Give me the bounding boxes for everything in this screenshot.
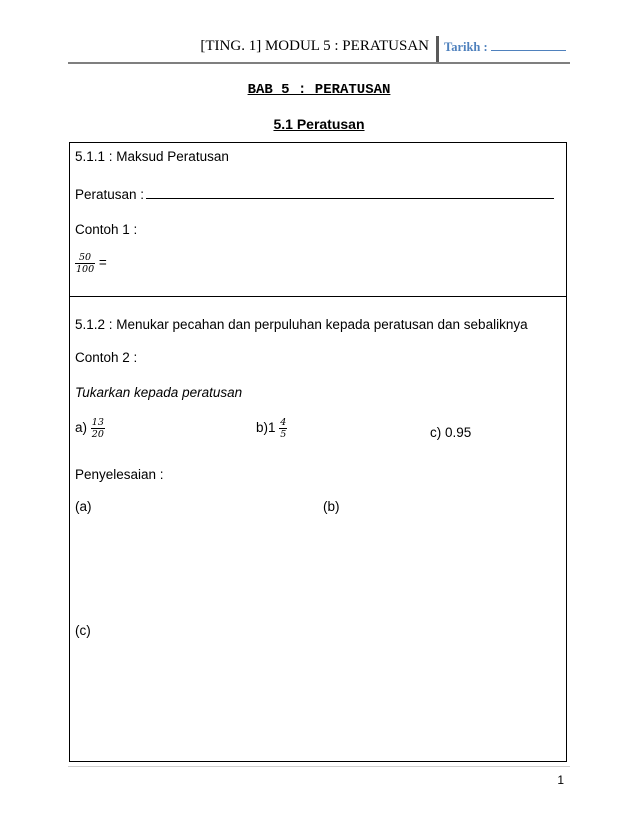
- item-c: c) 0.95: [430, 425, 472, 440]
- fraction-numerator: 50: [75, 252, 95, 264]
- definition-label: Peratusan :: [75, 187, 145, 202]
- example1-label: Contoh 1 :: [75, 222, 138, 237]
- part-c-label: (c): [75, 623, 91, 638]
- footer-rule: [68, 766, 570, 767]
- item-a-label: a): [75, 420, 88, 436]
- box1-heading: 5.1.1 : Maksud Peratusan: [75, 149, 229, 164]
- fraction-denominator: 5: [280, 429, 287, 440]
- item-b-label: b): [256, 420, 269, 436]
- item-b-fraction: [279, 417, 287, 440]
- header-rule: [68, 62, 570, 64]
- definition-blank: [146, 186, 554, 199]
- instruction: Tukarkan kepada peratusan: [75, 385, 243, 400]
- example2-label: Contoh 2 :: [75, 350, 138, 365]
- header-date: [444, 40, 566, 55]
- solution-label: Penyelesaian :: [75, 467, 164, 482]
- item-b: [256, 417, 287, 440]
- item-b-whole: 1: [268, 420, 276, 436]
- item-a: [75, 417, 105, 440]
- section-title: 5.1 Peratusan: [273, 116, 365, 132]
- chapter-title: BAB 5 : PERATUSAN: [247, 82, 391, 98]
- part-b-label: (b): [323, 499, 340, 514]
- example1-expression: [75, 252, 107, 275]
- date-label: Tarikh :: [444, 40, 488, 54]
- example1-fraction: [75, 252, 95, 275]
- item-a-fraction: [91, 417, 105, 440]
- definition-line: [75, 186, 554, 202]
- equals-sign: =: [98, 255, 107, 271]
- header-title: [TING. 1] MODUL 5 : PERATUSAN: [200, 38, 429, 54]
- fraction-denominator: 100: [76, 264, 95, 275]
- box-maksud-peratusan: [69, 142, 567, 297]
- date-blank-line: [491, 41, 566, 51]
- box2-heading: 5.1.2 : Menukar pecahan dan perpuluhan kepada peratusan dan sebaliknya: [75, 317, 528, 332]
- fraction-numerator: 4: [280, 417, 287, 428]
- fraction-denominator: 20: [91, 429, 104, 440]
- part-a-label: (a): [75, 499, 92, 514]
- box-menukar-pecahan: [69, 296, 567, 762]
- header-separator: [436, 36, 439, 63]
- fraction-numerator: 13: [91, 417, 104, 428]
- page-number: 1: [557, 773, 564, 787]
